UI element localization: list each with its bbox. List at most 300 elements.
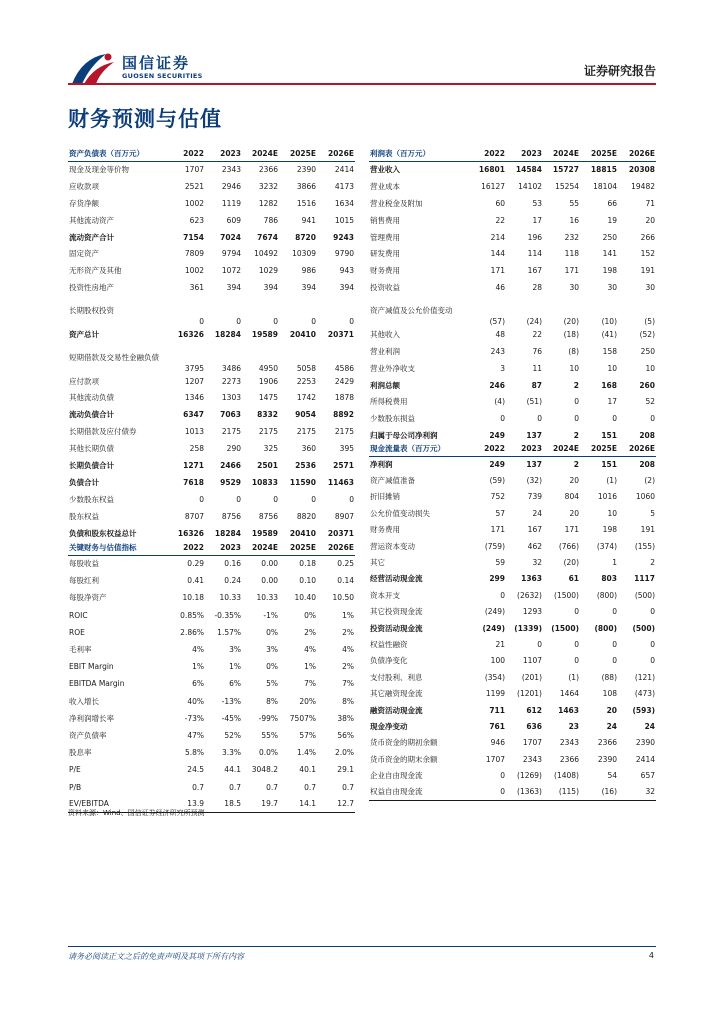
table-row — [369, 505, 656, 521]
row-label: 管理费用 — [370, 232, 400, 242]
table-row — [369, 161, 656, 178]
year-header: 2024E — [543, 147, 580, 161]
row-label: ROE — [69, 627, 85, 637]
cell-value: 0% — [266, 662, 278, 672]
cell-value: 15727 — [552, 165, 579, 175]
cell-value: 0.24 — [224, 576, 241, 586]
cell-value: -13% — [221, 696, 241, 706]
cell-value: 20 — [645, 215, 655, 225]
table-row — [369, 522, 656, 538]
cell-value: (1363) — [517, 787, 542, 797]
cell-value: 1303 — [221, 393, 241, 403]
cell-value: (20) — [563, 558, 579, 568]
cell-value: 19482 — [631, 181, 655, 191]
cell-value: 59 — [495, 558, 505, 568]
cell-value: 30 — [645, 283, 655, 293]
table-row — [369, 587, 656, 603]
cell-value: 0 — [236, 494, 241, 504]
row-label: 资产负债率 — [69, 730, 107, 740]
cell-value: 16 — [569, 215, 579, 225]
cell-value: 4% — [192, 645, 204, 655]
year-header: 2022 — [168, 147, 205, 161]
cell-value: 2% — [304, 627, 316, 637]
cell-value: 5% — [266, 679, 278, 689]
table-row — [68, 572, 355, 589]
row-label: 所得税费用 — [370, 397, 408, 407]
table-row — [369, 489, 656, 505]
cell-value: 56% — [337, 730, 354, 740]
cell-value: 3% — [266, 645, 278, 655]
row-label: P/E — [69, 765, 81, 775]
cell-value: 24 — [532, 508, 542, 518]
footer-disclaimer: 请务必阅读正文之后的免责声明及其项下所有内容 — [68, 952, 244, 961]
cell-value: (57) — [489, 316, 505, 326]
cell-value: 30 — [569, 283, 579, 293]
cell-value: (121) — [634, 672, 655, 682]
year-header: 2026E — [317, 541, 355, 555]
cell-value: 29.1 — [337, 765, 354, 775]
cell-value: 30 — [607, 283, 617, 293]
row-label: 销售费用 — [370, 215, 400, 225]
cell-value: (1339) — [514, 623, 542, 633]
cell-value: 4950 — [258, 363, 278, 373]
cell-value: 2343 — [221, 165, 241, 175]
row-label: 营业税金及附加 — [370, 198, 423, 208]
balance-sheet-table — [68, 147, 355, 542]
cell-value: 0.41 — [187, 576, 204, 586]
cell-value: (1) — [568, 672, 579, 682]
cell-value: 0 — [574, 656, 579, 666]
cell-value: 0 — [500, 771, 505, 781]
cell-value: 0.7 — [229, 782, 241, 792]
cell-value: 1.57% — [217, 627, 241, 637]
cell-value: (8) — [568, 346, 579, 356]
cell-value: 54 — [607, 771, 617, 781]
cell-value: 0.0% — [258, 748, 278, 758]
cell-value: 1.4% — [296, 748, 316, 758]
table-row — [369, 178, 656, 195]
cell-value: 250 — [640, 346, 655, 356]
cell-value: 2.86% — [180, 627, 204, 637]
row-label: 货币资金的期初余额 — [370, 738, 438, 748]
year-header: 2026E — [618, 147, 656, 161]
cell-value: -73% — [184, 713, 204, 723]
cell-value: 16127 — [481, 181, 505, 191]
cell-value: 24.5 — [187, 765, 204, 775]
cell-value: 5058 — [296, 363, 316, 373]
cell-value: 8% — [266, 696, 278, 706]
cell-value: 40.1 — [299, 765, 316, 775]
table-row — [68, 607, 355, 624]
cell-value: 6% — [229, 679, 241, 689]
data-source-note: 资料来源：Wind、国信证券经济研究所预测 — [68, 809, 205, 817]
row-label: 无形资产及其他 — [69, 266, 122, 276]
cell-value: 7809 — [184, 249, 204, 259]
cell-value: 739 — [527, 492, 542, 502]
row-label: 权益性融资 — [370, 639, 408, 649]
cell-value: 87 — [531, 380, 542, 390]
row-label: 应收款项 — [69, 181, 99, 191]
cell-value: (41) — [601, 329, 617, 339]
cell-value: 1107 — [522, 656, 542, 666]
table-row — [369, 702, 656, 718]
cell-value: 2536 — [295, 461, 316, 470]
cell-value: 66 — [607, 198, 617, 208]
table-row — [369, 604, 656, 620]
cell-value: 2% — [342, 627, 354, 637]
table-row — [369, 784, 656, 800]
income-statement-table — [369, 147, 656, 444]
cell-value: 711 — [489, 705, 505, 715]
cell-value: 2366 — [559, 754, 579, 764]
cell-value: 2175 — [258, 427, 278, 437]
cell-value: 7507% — [289, 713, 316, 723]
row-label: 投资收益 — [370, 283, 400, 293]
cell-value: 0.10 — [299, 576, 316, 586]
table-row — [369, 669, 656, 685]
table-row — [369, 296, 656, 326]
cell-value: 1 — [612, 558, 617, 568]
cell-value: 0 — [650, 414, 655, 424]
row-label: ROIC — [69, 610, 88, 620]
cell-value: 100 — [490, 656, 505, 666]
table-title: 关键财务与估值指标 — [68, 541, 168, 555]
row-label: 营业利润 — [370, 346, 400, 356]
cell-value: 803 — [601, 574, 617, 584]
cell-value: 0.85% — [180, 610, 204, 620]
cell-value: 20371 — [327, 329, 354, 339]
cell-value: (155) — [634, 541, 655, 551]
footer-divider — [68, 946, 656, 947]
cell-value: 151 — [601, 459, 617, 469]
cell-value: 137 — [526, 459, 542, 469]
cell-value: 19589 — [251, 329, 278, 339]
cell-value: 2429 — [334, 376, 354, 386]
cell-value: 249 — [489, 459, 505, 469]
cell-value: 1072 — [221, 266, 241, 276]
table-row — [369, 326, 656, 343]
table-row — [68, 658, 355, 675]
cell-value: 152 — [640, 249, 655, 259]
cell-value: 360 — [301, 444, 316, 454]
table-row — [68, 525, 355, 542]
cell-value: 2% — [342, 662, 354, 672]
cell-value: 1% — [229, 662, 241, 672]
cell-value: 48 — [495, 329, 505, 339]
table-row — [369, 212, 656, 229]
table-row — [68, 229, 355, 246]
cell-value: 11590 — [289, 477, 316, 487]
cell-value: 32 — [645, 787, 655, 797]
cell-value: 394 — [263, 283, 278, 293]
cell-value: 10.40 — [294, 593, 316, 603]
cell-value: 22 — [495, 215, 505, 225]
cell-value: 18284 — [214, 528, 241, 538]
year-header: 2023 — [205, 541, 242, 555]
cell-value: 7154 — [183, 232, 204, 242]
cell-value: 0 — [612, 639, 617, 649]
cell-value: 941 — [301, 215, 316, 225]
cell-value: 20410 — [289, 528, 316, 538]
cell-value: 0 — [612, 656, 617, 666]
cell-value: 167 — [527, 525, 542, 535]
cell-value: 325 — [263, 444, 278, 454]
cell-value: 2390 — [296, 165, 316, 175]
row-label: 长期负债合计 — [69, 461, 114, 470]
year-header: 2023 — [205, 147, 242, 161]
cell-value: (249) — [484, 607, 505, 617]
cell-value: (16) — [601, 787, 617, 797]
table-header-row — [68, 541, 355, 555]
cell-value: 3795 — [184, 363, 204, 373]
table-row — [68, 373, 355, 390]
cell-value: 657 — [640, 771, 655, 781]
cell-value: 10.33 — [256, 593, 278, 603]
row-label: 少数股东损益 — [370, 414, 415, 424]
cell-value: 752 — [490, 492, 505, 502]
cell-value: 55% — [261, 730, 278, 740]
row-label: 负债合计 — [69, 477, 99, 487]
cell-value: 20410 — [289, 329, 316, 339]
cell-value: (766) — [558, 541, 579, 551]
cell-value: 0 — [574, 639, 579, 649]
cell-value: 0 — [574, 414, 579, 424]
guosen-logo — [68, 48, 208, 88]
cell-value: 10833 — [251, 477, 278, 487]
cell-value: 10 — [607, 363, 617, 373]
table-row — [68, 423, 355, 440]
year-header: 2026E — [618, 442, 656, 456]
cell-value: 4% — [304, 645, 316, 655]
cell-value: 10.33 — [219, 593, 241, 603]
cell-value: 118 — [564, 249, 579, 259]
cell-value: (115) — [558, 787, 579, 797]
year-header: 2025E — [580, 147, 618, 161]
cell-value: 8892 — [333, 410, 354, 420]
row-label: 短期借款及交易性金融负债 — [69, 352, 159, 362]
cell-value: (32) — [526, 476, 542, 486]
row-label: 现金净变动 — [370, 721, 408, 731]
row-label: 支付股利、利息 — [370, 672, 423, 682]
table-row — [68, 778, 355, 795]
cell-value: 0 — [500, 787, 505, 797]
cell-value: 260 — [639, 380, 655, 390]
cell-value: (593) — [632, 705, 655, 715]
cell-value: 7618 — [183, 477, 204, 487]
table-row — [68, 161, 355, 178]
year-header: 2025E — [279, 541, 317, 555]
cell-value: 1002 — [184, 266, 204, 276]
cell-value: 299 — [489, 574, 505, 584]
cell-value: 44.1 — [224, 765, 241, 775]
cell-value: 46 — [495, 283, 505, 293]
cell-value: 17 — [607, 397, 617, 407]
cell-value: 246 — [489, 380, 505, 390]
cell-value: 20371 — [327, 528, 354, 538]
cell-value: (800) — [594, 623, 617, 633]
table-row — [369, 636, 656, 652]
row-label: EBITDA Margin — [69, 679, 125, 689]
cell-value: 8% — [342, 696, 354, 706]
logo-text-en: GUOSEN SECURITIES — [122, 72, 203, 80]
row-label: 每股收益 — [69, 559, 99, 569]
row-label: 其他长期负债 — [69, 444, 114, 454]
cell-value: 9243 — [333, 232, 354, 242]
cell-value: 11 — [532, 363, 542, 373]
cell-value: 1293 — [522, 607, 542, 617]
cell-value: 1475 — [258, 393, 278, 403]
row-label: 流动资产合计 — [69, 232, 114, 242]
table-row — [369, 685, 656, 701]
year-header: 2024E — [242, 541, 279, 555]
year-header: 2025E — [279, 147, 317, 161]
year-header: 2022 — [168, 541, 205, 555]
table-row — [68, 555, 355, 572]
cell-value: 24 — [644, 721, 655, 731]
cell-value: 2175 — [296, 427, 316, 437]
table-row — [68, 178, 355, 195]
cell-value: 0.7 — [192, 782, 204, 792]
cell-value: (374) — [596, 541, 617, 551]
cell-value: 1742 — [296, 393, 316, 403]
cell-value: 57 — [495, 508, 505, 518]
year-header: 2023 — [506, 442, 543, 456]
cell-value: 32 — [532, 558, 542, 568]
cell-value: 14584 — [515, 165, 542, 175]
row-label: 其他流动负债 — [69, 393, 114, 403]
cell-value: -45% — [221, 713, 241, 723]
cell-value: 151 — [601, 431, 617, 441]
cell-value: 20 — [606, 705, 617, 715]
cell-value: 10492 — [254, 249, 278, 259]
row-label: 每股红利 — [69, 576, 99, 586]
cell-value: 0.16 — [224, 559, 241, 569]
table-row — [68, 212, 355, 229]
row-label: 其它 — [370, 558, 385, 568]
table-row — [68, 727, 355, 744]
cell-value: 4586 — [334, 363, 354, 373]
cell-value: 3866 — [296, 181, 316, 191]
cell-value: 0 — [273, 494, 278, 504]
table-row — [369, 393, 656, 410]
cell-value: 2 — [573, 459, 579, 469]
cell-value: 10 — [645, 363, 655, 373]
cell-value: 2366 — [258, 165, 278, 175]
cell-value: 761 — [489, 721, 505, 731]
cash-flow-table — [369, 442, 656, 801]
cell-value: 2501 — [257, 461, 278, 470]
cell-value: 0.7 — [342, 782, 354, 792]
cell-value: (1269) — [517, 771, 542, 781]
cell-value: 7063 — [220, 410, 241, 420]
row-label: 净利润 — [370, 459, 393, 469]
cell-value: 0 — [349, 494, 354, 504]
cell-value: (1500) — [551, 623, 579, 633]
cell-value: (1) — [606, 476, 617, 486]
page-number: 4 — [648, 951, 654, 960]
cell-value: 1016 — [597, 492, 617, 502]
cell-value: 171 — [490, 266, 505, 276]
cell-value: 0% — [304, 610, 316, 620]
cell-value: 8756 — [221, 511, 241, 521]
cell-value: 9529 — [220, 477, 241, 487]
cell-value: -0.35% — [214, 610, 241, 620]
row-label: EBIT Margin — [69, 662, 114, 672]
cell-value: -99% — [258, 713, 278, 723]
cell-value: 8332 — [257, 410, 278, 420]
cell-value: 1346 — [184, 393, 204, 403]
cell-value: 60 — [495, 198, 505, 208]
cell-value: 1117 — [634, 574, 655, 584]
cell-value: 2343 — [559, 738, 579, 748]
table-row — [369, 571, 656, 587]
cell-value: 1015 — [334, 215, 354, 225]
cell-value: 5.8% — [184, 748, 204, 758]
table-row — [68, 296, 355, 326]
row-label: 长期股权投资 — [69, 306, 114, 316]
cell-value: 2466 — [220, 461, 241, 470]
cell-value: 10.18 — [182, 593, 204, 603]
cell-value: 2390 — [635, 738, 655, 748]
cell-value: 612 — [526, 705, 542, 715]
cell-value: 0 — [311, 316, 316, 326]
cell-value: 394 — [301, 283, 316, 293]
cell-value: 7% — [304, 679, 316, 689]
row-label: 营业成本 — [370, 181, 400, 191]
cell-value: 0.25 — [337, 559, 354, 569]
header-divider — [68, 83, 656, 85]
cell-value: 0.00 — [261, 576, 278, 586]
row-label: 毛利率 — [69, 645, 92, 655]
table-row — [369, 735, 656, 751]
cell-value: 38% — [337, 713, 354, 723]
cell-value: 0 — [650, 607, 655, 617]
cell-value: 2521 — [184, 181, 204, 191]
cell-value: 18.5 — [224, 799, 241, 809]
cell-value: 1199 — [485, 689, 505, 699]
cell-value: 786 — [263, 215, 278, 225]
cell-value: 10309 — [292, 249, 316, 259]
table-header-row — [68, 147, 355, 161]
cell-value: 623 — [189, 215, 204, 225]
cell-value: 1119 — [221, 198, 241, 208]
year-header: 2024E — [242, 147, 279, 161]
cell-value: 12.7 — [337, 799, 354, 809]
table-row — [68, 326, 355, 343]
cell-value: 1516 — [296, 198, 316, 208]
cell-value: (20) — [563, 316, 579, 326]
cell-value: (500) — [634, 590, 655, 600]
cell-value: 2343 — [522, 754, 542, 764]
cell-value: 20% — [299, 696, 316, 706]
cell-value: 13.9 — [187, 799, 204, 809]
table-header-row — [369, 442, 656, 456]
cell-value: (1408) — [554, 771, 579, 781]
table-row — [68, 675, 355, 692]
cell-value: 0.7 — [266, 782, 278, 792]
table-title: 资产负债表（百万元） — [68, 147, 168, 161]
cell-value: (5) — [644, 316, 655, 326]
cell-value: 196 — [527, 232, 542, 242]
table-row — [369, 410, 656, 427]
cell-value: 2253 — [296, 376, 316, 386]
year-header: 2023 — [506, 147, 543, 161]
table-row — [68, 710, 355, 727]
row-label: 股东权益 — [69, 511, 99, 521]
cell-value: 1363 — [521, 574, 542, 584]
table-header-row — [369, 147, 656, 161]
cell-value: 71 — [645, 198, 655, 208]
